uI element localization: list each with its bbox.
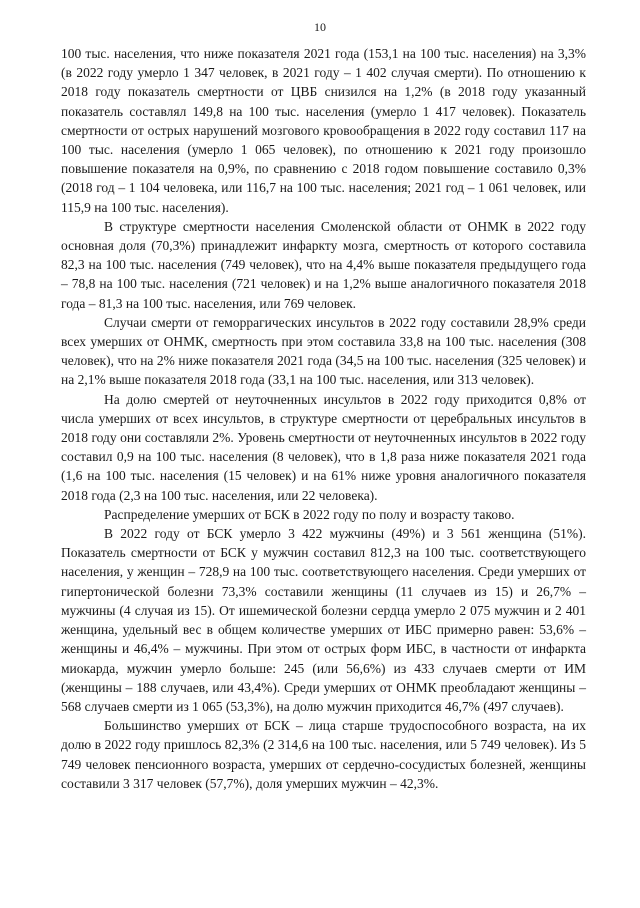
paragraph: В структуре смертности населения Смоленской области от ОНМК в 2022 году основная доля (70,3%) принадлежит инфаркту мозга, смертность от которого составила 82,3 на 100 тыс. населения (749 человек), что на 4,4% выше показателя предыдущего года – 78,8 на 100 тыс. населения (721 человек) и на 1,2% выше аналогичного показателя 2018 года – 81,3 на 100 тыс. населения, или 769 человек. [61, 218, 586, 311]
paragraph: Распределение умерших от БСК в 2022 году по полу и возрасту таково. [104, 506, 515, 522]
paragraph: 100 тыс. населения, что ниже показателя 2021 года (153,1 на 100 тыс. населения) на 3,3% (в 2022 году умерло 1 347 человек, в 2021 году – 1 402 случая смерти). По отношению к 2018 году показатель смертности от ЦВБ снизился на 1,2% (в 2018 году указанный показатель составлял 149,8 на 100 тыс. населения (умерло 1 417 человек). Показатель смертности от острых нарушений мозгового кровообращения в 2022 году составил 117 на 100 тыс. населения (умерло 1 065 человек), по отношению к 2021 году произошло повышение показателя на 0,9%, по сравнению с 2018 годом повышение составило 0,3% (2018 год – 1 104 человека, или 116,7 на 100 тыс. населения; 2021 год – 1 061 человек, или 115,9 на 100 тыс. населения). [61, 46, 586, 215]
paragraph: На долю смертей от неуточненных инсультов в 2022 году приходится 0,8% от числа умерших от всех инсультов, в структуре смертности от церебральных инсультов в 2018 году они составляли 2%. Уровень смертности от неуточненных инсультов в 2022 году составил 0,9 на 100 тыс. населения (8 человек), что в 1,8 раза ниже показателя 2021 года (1,6 на 100 тыс. населения (15 человек) и на 61% ниже уровня аналогичного показателя 2018 года (2,3 на 100 тыс. населения, или 22 человека). [61, 391, 586, 503]
paragraph: Случаи смерти от геморрагических инсультов в 2022 году составили 28,9% среди всех умерших от ОНМК, смертность при этом составила 33,8 на 100 тыс. населения (308 человек), что на 2% ниже показателя 2021 года (34,5 на 100 тыс. населения (325 человек) и на 2,1% выше показателя 2018 года (33,1 на 100 тыс. населения, или 313 человек). [61, 314, 586, 388]
paragraph: Большинство умерших от БСК – лица старше трудоспособного возраста, на их долю в 2022 году пришлось 82,3% (2 314,6 на 100 тыс. населения, или 5 749 человек). Из 5 749 человек пенсионного возраста, умерших от сердечно-сосудистых болезней, женщины составили 3 317 человек (57,7%), доля умерших мужчин – 42,3%. [61, 718, 586, 791]
body-text [61, 44, 586, 793]
paragraph: В 2022 году от БСК умерло 3 422 мужчины (49%) и 3 561 женщина (51%). Показатель смертности от БСК у мужчин составил 812,3 на 100 тыс. соответствующего населения, у женщин – 728,9 на 100 тыс. соответствующего населения. Среди умерших от гипертонической болезни 73,3% составили женщины (11 случаев из 15) и 26,7% – мужчины (4 случая из 15). От ишемической болезни сердца умерло 2 075 мужчин и 2 401 женщина, удельный вес в общем количестве умерших от ИБС примерно равен: 53,6% – женщины и 46,4% – мужчины. При этом от острых форм ИБС, в частности от инфаркта миокарда, мужчин умерло больше: 245 (или 56,6%) из 433 случаев смерти от ИМ (женщины – 188 случаев, или 43,4%). Среди умерших от ОНМК преобладают женщины – 568 случаев смерти из 1 065 (53,3%), на долю мужчин приходится 46,7% (497 случаев). [61, 526, 586, 714]
page-number: 10 [314, 20, 326, 34]
